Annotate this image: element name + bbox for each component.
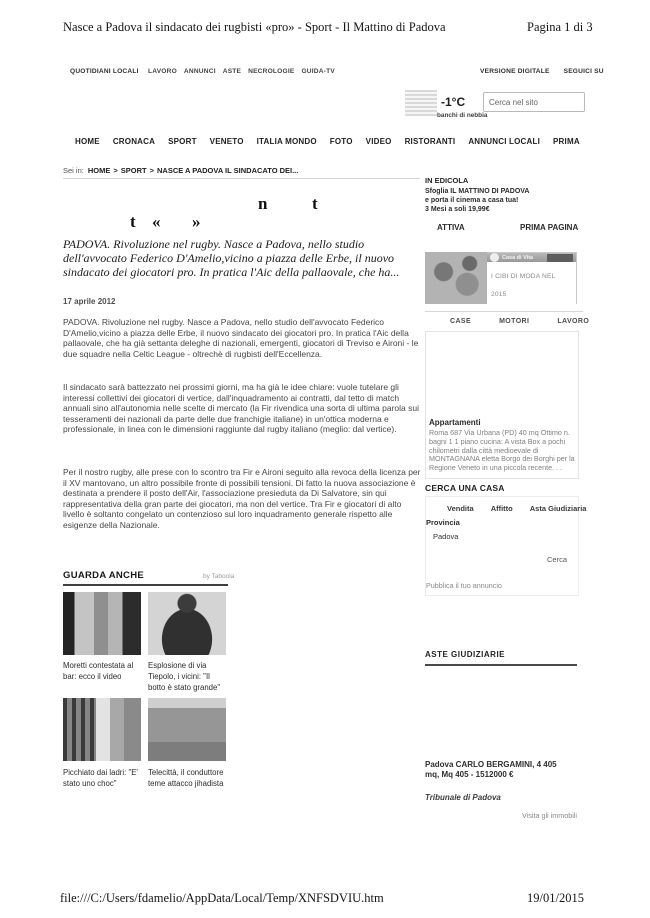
- listing-photo-placeholder: [426, 332, 578, 416]
- aste-divider: [425, 664, 577, 666]
- utility-link-lavoro[interactable]: LAVORO: [148, 68, 177, 75]
- share-facebook-glyph[interactable]: n: [258, 194, 268, 213]
- cerca-una-casa-title: CERCA UNA CASA: [425, 483, 505, 493]
- share-tumblr-glyph[interactable]: t: [130, 212, 136, 231]
- option-vendita[interactable]: Vendita: [447, 504, 474, 513]
- video-thumbnail-moretti[interactable]: [63, 592, 141, 655]
- nav-item-video[interactable]: VIDEO: [365, 137, 392, 146]
- breadcrumb: [63, 166, 298, 175]
- nav-item-prima[interactable]: PRIMA: [553, 137, 580, 146]
- aste-court: Tribunale di Padova: [425, 793, 501, 802]
- in-edicola-title: IN EDICOLA: [425, 176, 469, 185]
- breadcrumb-sport[interactable]: SPORT: [120, 166, 147, 175]
- visita-immobili-link[interactable]: Visita gli immobili: [522, 811, 577, 820]
- nav-item-home[interactable]: HOME: [75, 137, 100, 146]
- print-header-title: Nasce a Padova il sindacato dei rugbisti «pro» - Sport - Il Mattino di Padova: [63, 20, 446, 34]
- weather-temperature: -1°C: [441, 95, 466, 109]
- article-date: 17 aprile 2012: [63, 297, 116, 306]
- breadcrumb-separator: >: [149, 166, 154, 175]
- cerca-button[interactable]: Cerca: [547, 555, 568, 564]
- casa-di-vita-logo-icon: [490, 253, 499, 262]
- aste-giudiziarie-title: ASTE GIUDIZIARIE: [425, 650, 506, 659]
- ad-text: I CIBI DI MODA NEL 2015: [491, 273, 556, 298]
- video-caption[interactable]: Moretti contestata al bar: ecco il video: [63, 661, 134, 682]
- nav-item-annunci-locali[interactable]: ANNUNCI LOCALI: [468, 137, 541, 146]
- article-paragraph: PADOVA. Rivoluzione nel rugby. Nasce a Padova, nello studio dell'avvocato Federico D'Amelio,vicino a piazza delle Erbe, il nuovo sindacato dei giocatori pro. In pratica l'Aic della pallaovale, che ha già settanta deleghe di nazionali, emergenti, giocatori di Treviso e Aironi - le due squadre nella Celtic League - oltrechè di rugbisti dell'Eccellenza.: [63, 317, 419, 359]
- video-caption[interactable]: Telecittà, il conduttore teme attacco jihadista: [148, 768, 224, 789]
- weather-condition: banchi di nebbia: [437, 112, 488, 119]
- article-paragraph: Per il nostro rugby, alle prese con lo scontro tra Fir e Aironi seguito alla revoca della licenza per il XV mantovano, un altro possibile fronte di possibili tensioni. Di fatto la nuova associazione è destinata a prendere il posto dell'Air, l'associazione presieduta da Di Salvatore, sin qui rappresentativa della gran parte dei giocatori, ma non del vertice. Tra Fir e giocatori di alto livello è soltanto congelato un contenzioso sul loro inquadramento generale rispetto alle esigenze della Nazionale.: [63, 467, 421, 530]
- tab-lavoro[interactable]: LAVORO: [557, 318, 590, 325]
- nav-item-cronaca[interactable]: CRONACA: [112, 137, 156, 146]
- breadcrumb-divider: [63, 178, 420, 179]
- edicola-promo-line2: e porta il cinema a casa tua!: [425, 197, 519, 204]
- utility-link-aste[interactable]: ASTE: [222, 68, 242, 75]
- option-affitto[interactable]: Affitto: [490, 504, 513, 513]
- nav-item-foto[interactable]: FOTO: [329, 137, 353, 146]
- utility-link-annunci[interactable]: ANNUNCI: [183, 68, 216, 75]
- nav-item-veneto[interactable]: VENETO: [209, 137, 244, 146]
- edicola-promo-line1: Sfoglia IL MATTINO DI PADOVA: [425, 188, 530, 195]
- video-thumbnail-esplosione[interactable]: [148, 592, 226, 655]
- print-footer-url: file:///C:/Users/fdamelio/AppData/Local/Temp/XNFSDVIU.htm: [60, 891, 384, 905]
- breadcrumb-separator: >: [113, 166, 118, 175]
- utility-link-necrologie[interactable]: NECROLOGIE: [248, 68, 295, 75]
- taboola-attribution[interactable]: by Taboola: [203, 573, 235, 580]
- pubblica-annuncio-link[interactable]: Pubblica il tuo annuncio: [426, 581, 502, 590]
- listing-category[interactable]: Appartamenti: [429, 418, 481, 427]
- video-thumbnail-telecitta[interactable]: [148, 698, 226, 761]
- nav-item-ristoranti[interactable]: RISTORANTI: [404, 137, 456, 146]
- fog-weather-icon: [405, 90, 437, 116]
- ad-brand: Casa di Vita: [502, 254, 534, 261]
- listing-card[interactable]: [425, 331, 579, 479]
- guarda-anche-title: GUARDA ANCHE: [63, 570, 145, 581]
- provincia-label: Provincia: [426, 518, 460, 527]
- seguici-su-link[interactable]: SEGUICI SU: [563, 68, 604, 75]
- utility-link-guida-tv[interactable]: GUIDA-TV: [301, 68, 335, 75]
- tab-case[interactable]: CASE: [450, 318, 472, 325]
- share-next-glyph[interactable]: »: [192, 212, 201, 231]
- print-footer-date: 19/01/2015: [527, 891, 584, 905]
- video-thumbnail-picchiato[interactable]: [63, 698, 141, 761]
- video-caption[interactable]: Picchiato dai ladri: "E' stato uno choc": [63, 768, 138, 789]
- tab-motori[interactable]: MOTORI: [499, 318, 530, 325]
- article-lead: PADOVA. Rivoluzione nel rugby. Nasce a Padova, nello studio dell'avvocato Federico D'Amelio,vicino a piazza delle Erbe, il nuovo sindacato dei giocatori pro. In pratica l'Aic della pallaovale, che ha...: [63, 237, 400, 279]
- breadcrumb-home[interactable]: HOME: [87, 166, 111, 175]
- nav-item-italia-mondo[interactable]: ITALIA MONDO: [256, 137, 317, 146]
- guarda-anche-divider: [63, 584, 228, 586]
- versione-digitale-link[interactable]: VERSIONE DIGITALE: [480, 68, 550, 75]
- attiva-button[interactable]: ATTIVA: [437, 223, 465, 232]
- print-header-page-number: Pagina 1 di 3: [527, 20, 593, 34]
- article-paragraph: Il sindacato sarà battezzato nei prossimi giorni, ma ha già le idee chiare: vuole tutelare gli interessi collettivi dei giocatori di vertice, dall'inquadramento ai contratti, dal tetto di match annuali sino all'autonomia nelle scelte di mercato (la Fir rivendica una sorta di ultima parola sui tesseramenti dei nazionali da parte delle due franchigie italiane) in un'ottica moderna e professionale, in linea con le dimensioni raggiunte dal rugby italiano (meglio: dal vertice).: [63, 382, 419, 434]
- share-prev-glyph[interactable]: «: [152, 212, 161, 231]
- option-asta-giudiziaria[interactable]: Asta Giudiziaria: [529, 504, 587, 513]
- prima-pagina-button[interactable]: PRIMA PAGINA: [520, 223, 579, 232]
- breadcrumb-current-page: NASCE A PADOVA IL SINDACATO DEI...: [156, 166, 299, 175]
- sidebar-divider: [425, 311, 583, 312]
- share-twitter-glyph[interactable]: t: [312, 194, 318, 213]
- casa-di-vita-ad-banner[interactable]: [425, 252, 577, 304]
- listing-description: Roma 687 Via Urbana (PD) 40 mq Ottimo n. bagni 1 1 piano cucina: A vista Box a pochi chilometri dalla città medioevale di MONTAGNANA eletta Borgo dei Borghi per la Regione Veneto in una piccola recente. . .: [429, 428, 575, 473]
- provincia-select[interactable]: Padova: [433, 532, 459, 541]
- video-caption[interactable]: Esplosione di via Tiepolo, i vicini: "Il botto è stato grande": [148, 661, 221, 693]
- nav-item-sport[interactable]: SPORT: [168, 137, 197, 146]
- quotidiani-locali-link[interactable]: QUOTIDIANI LOCALI: [70, 68, 139, 75]
- breadcrumb-prefix: Sei in:: [63, 166, 84, 175]
- ad-photo: [425, 252, 487, 304]
- search-input[interactable]: [483, 92, 585, 112]
- aste-listing[interactable]: Padova CARLO BERGAMINI, 4 405 mq, Mq 405 - 1512000 €: [425, 760, 557, 780]
- ad-badge: [547, 254, 573, 262]
- edicola-promo-line3: 3 Mesi a soli 19,99€: [425, 206, 490, 213]
